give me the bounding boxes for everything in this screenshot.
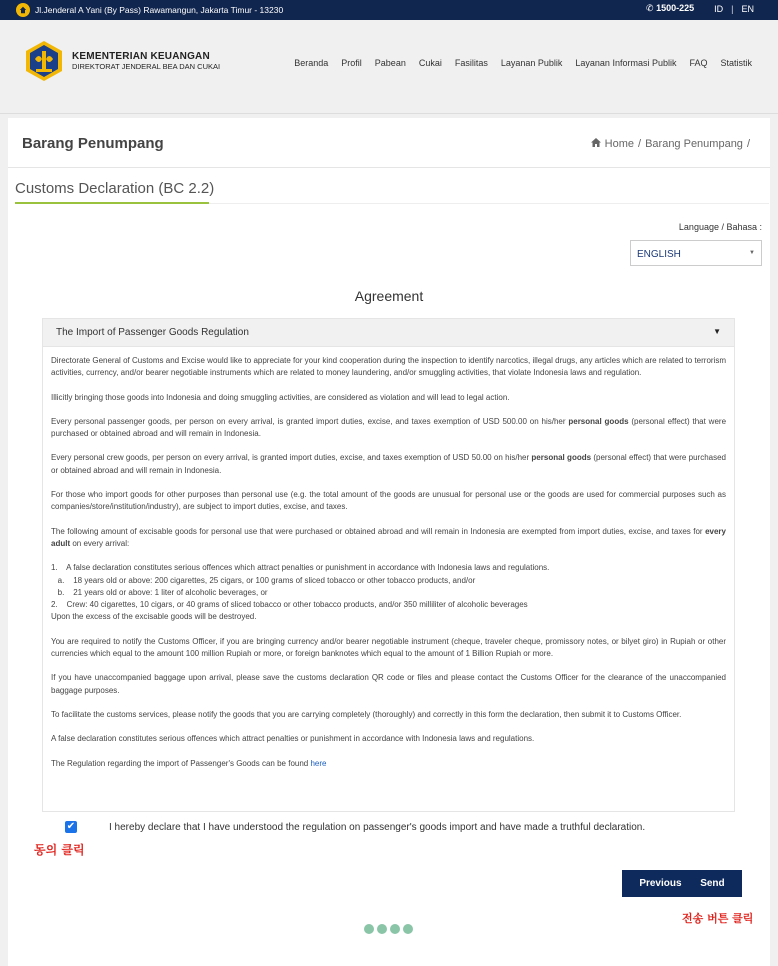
ministry-emblem-icon: [22, 39, 66, 83]
regulation-paragraph: The following amount of excisable goods for personal use that were purchased or obtained abroad and will remain in Indonesia are exempted from import duties, excise, and taxes for every adult on every arrival:: [51, 526, 726, 548]
phone-icon: ✆: [646, 3, 654, 13]
site-header: [0, 20, 778, 114]
title-bar: [8, 118, 770, 168]
nav-fasilitas[interactable]: Fasilitas: [454, 58, 488, 68]
main-nav: [294, 58, 752, 68]
regulation-paragraph: The Regulation regarding the import of Passenger's Goods can be found here: [51, 758, 327, 768]
nav-profil[interactable]: Profil: [341, 58, 362, 68]
nav-faq[interactable]: FAQ: [689, 58, 708, 68]
list-item: 1. A false declaration constitutes serious offences which attract penalties or punishment in accordance with Indonesia laws and regulations.: [51, 563, 550, 573]
nav-layanan-informasi-publik[interactable]: Layanan Informasi Publik: [575, 58, 677, 68]
caret-down-icon: ▼: [713, 327, 721, 336]
lang-id-link[interactable]: ID: [714, 3, 724, 14]
home-icon: [16, 3, 30, 17]
main-content: [8, 118, 770, 966]
breadcrumb: [591, 138, 750, 150]
list-item: b. 21 years old or above: 1 liter of alcoholic beverages, or: [51, 587, 268, 597]
regulation-paragraph: For those who import goods for other purposes than personal use (e.g. the total amount of the goods are unusual for personal use or the goods are used for commercial purposes such as companies/store/institution/industry), are subject to import duties, excise, and taxes.: [51, 490, 726, 512]
send-button[interactable]: Send: [700, 878, 725, 889]
regulation-paragraph: If you have unaccompanied baggage upon arrival, please save the customs declaration QR code or files and please contact the Customs Officer for the clearance of the unaccompanied baggage purposes.: [51, 673, 726, 695]
breadcrumb-separator: /: [638, 138, 642, 150]
lang-en-link[interactable]: EN: [741, 3, 754, 14]
regulation-panel-title: The Import of Passenger Goods Regulation: [56, 327, 249, 338]
previous-button[interactable]: Previous: [639, 878, 682, 889]
lang-separator: |: [731, 3, 734, 14]
loading-indicator: [364, 924, 413, 934]
list-item: Upon the excess of the excisable goods will be destroyed.: [51, 612, 257, 622]
breadcrumb-home[interactable]: Home: [604, 138, 635, 150]
declaration-checkbox[interactable]: ✔: [66, 821, 76, 832]
regulation-paragraph: Every personal crew goods, per person on every arrival, is granted import duties, excise, and taxes exemption of USD 50.00 on his/her personal goods (personal effect) that were purchased or obtained abroad and will remain in Indonesia.: [51, 453, 726, 475]
section-accent-underline: [15, 202, 209, 204]
loading-dot: [403, 924, 413, 934]
nav-statistik[interactable]: Statistik: [720, 58, 752, 68]
logo-subtitle: DIREKTORAT JENDERAL BEA DAN CUKAI: [72, 62, 221, 71]
phone-number: 1500-225: [656, 3, 695, 13]
agreement-title: Agreement: [354, 288, 424, 304]
list-item: a. 18 years old or above: 200 cigarettes, 25 cigars, or 100 grams of sliced tobacco or other tobacco products, and/or: [51, 575, 476, 585]
home-icon: [591, 138, 601, 150]
regulation-paragraph: Directorate General of Customs and Excise would like to appreciate for your kind cooperation during the inspection to identify narcotics, illegal drugs, any articles which are related to terrorism activities, currency, and/or bearer negotiable instruments which are related to money laundering, and/or smuggling activities, that violate Indonesia laws and regulation.: [51, 356, 726, 378]
address-text: Jl.Jenderal A Yani (By Pass) Rawamangun, Jakarta Timur - 13230: [35, 5, 284, 15]
section-title: Customs Declaration (BC 2.2): [15, 180, 215, 197]
top-right-links: [646, 3, 754, 14]
language-label: Language / Bahasa :: [678, 222, 762, 232]
regulation-panel-header[interactable]: [43, 319, 734, 347]
declaration-text[interactable]: I hereby declare that I have understood the regulation on passenger's goods import and have made a truthful declaration.: [109, 822, 646, 833]
regulation-paragraph: Illicitly bringing those goods into Indonesia and doing smuggling activities, are considered as violation and will lead to legal action.: [51, 392, 510, 402]
nav-beranda[interactable]: Beranda: [294, 58, 329, 68]
nav-pabean[interactable]: Pabean: [374, 58, 406, 68]
nav-cukai[interactable]: Cukai: [418, 58, 442, 68]
top-info-bar: [0, 0, 778, 20]
regulation-paragraph: Every personal passenger goods, per person on every arrival, is granted import duties, excise, and taxes exemption of USD 500.00 on his/her personal goods (personal effect) that were purchased or obtained abroad and will remain in Indonesia.: [51, 416, 727, 439]
regulation-link[interactable]: here: [310, 758, 327, 768]
annotation-send-click: 전송 버튼 클릭: [682, 912, 754, 925]
annotation-agree-click: 동의 클릭: [34, 843, 85, 857]
site-logo[interactable]: [22, 39, 220, 83]
regulation-paragraph: You are required to notify the Customs Officer, if you are bringing currency and/or bearer negotiable instrument (cheque, traveler cheque, promissory notes, or bilyet giro) in Rupiah or other currencies which equal to the amount 100 million Rupiah or more, or foreign banknotes which equal to the amount of 1 Billion Rupiah or more.: [51, 636, 726, 659]
language-select[interactable]: [630, 240, 762, 266]
loading-dot: [377, 924, 387, 934]
excise-allowance-list: [51, 562, 726, 623]
form-actions: [622, 870, 742, 897]
loading-dot: [364, 924, 374, 934]
regulation-panel: [42, 318, 735, 812]
phone-contact[interactable]: [646, 3, 694, 14]
nav-layanan-publik[interactable]: Layanan Publik: [500, 58, 563, 68]
breadcrumb-current: Barang Penumpang: [645, 138, 743, 150]
regulation-text: [43, 347, 734, 770]
page-title: Barang Penumpang: [22, 135, 164, 152]
list-item: 2. Crew: 40 cigarettes, 10 cigars, or 40 grams of sliced tobacco or other tobacco products, and/or 350 milliliter of alcoholic beverages: [51, 600, 528, 610]
chevron-down-icon: ▼: [749, 250, 755, 256]
address-block: [16, 3, 283, 17]
breadcrumb-separator: /: [746, 138, 750, 150]
regulation-paragraph: A false declaration constitutes serious offences which attract penalties or punishment in accordance with Indonesia laws and regulations.: [51, 734, 535, 744]
logo-title: KEMENTERIAN KEUANGAN: [72, 51, 210, 62]
loading-dot: [390, 924, 400, 934]
language-selected-value: ENGLISH: [637, 249, 681, 260]
regulation-paragraph: To facilitate the customs services, please notify the goods that you are carrying completely (thoroughly) and correctly in this form the declaration, then submit it to Customs Officer.: [51, 709, 682, 719]
